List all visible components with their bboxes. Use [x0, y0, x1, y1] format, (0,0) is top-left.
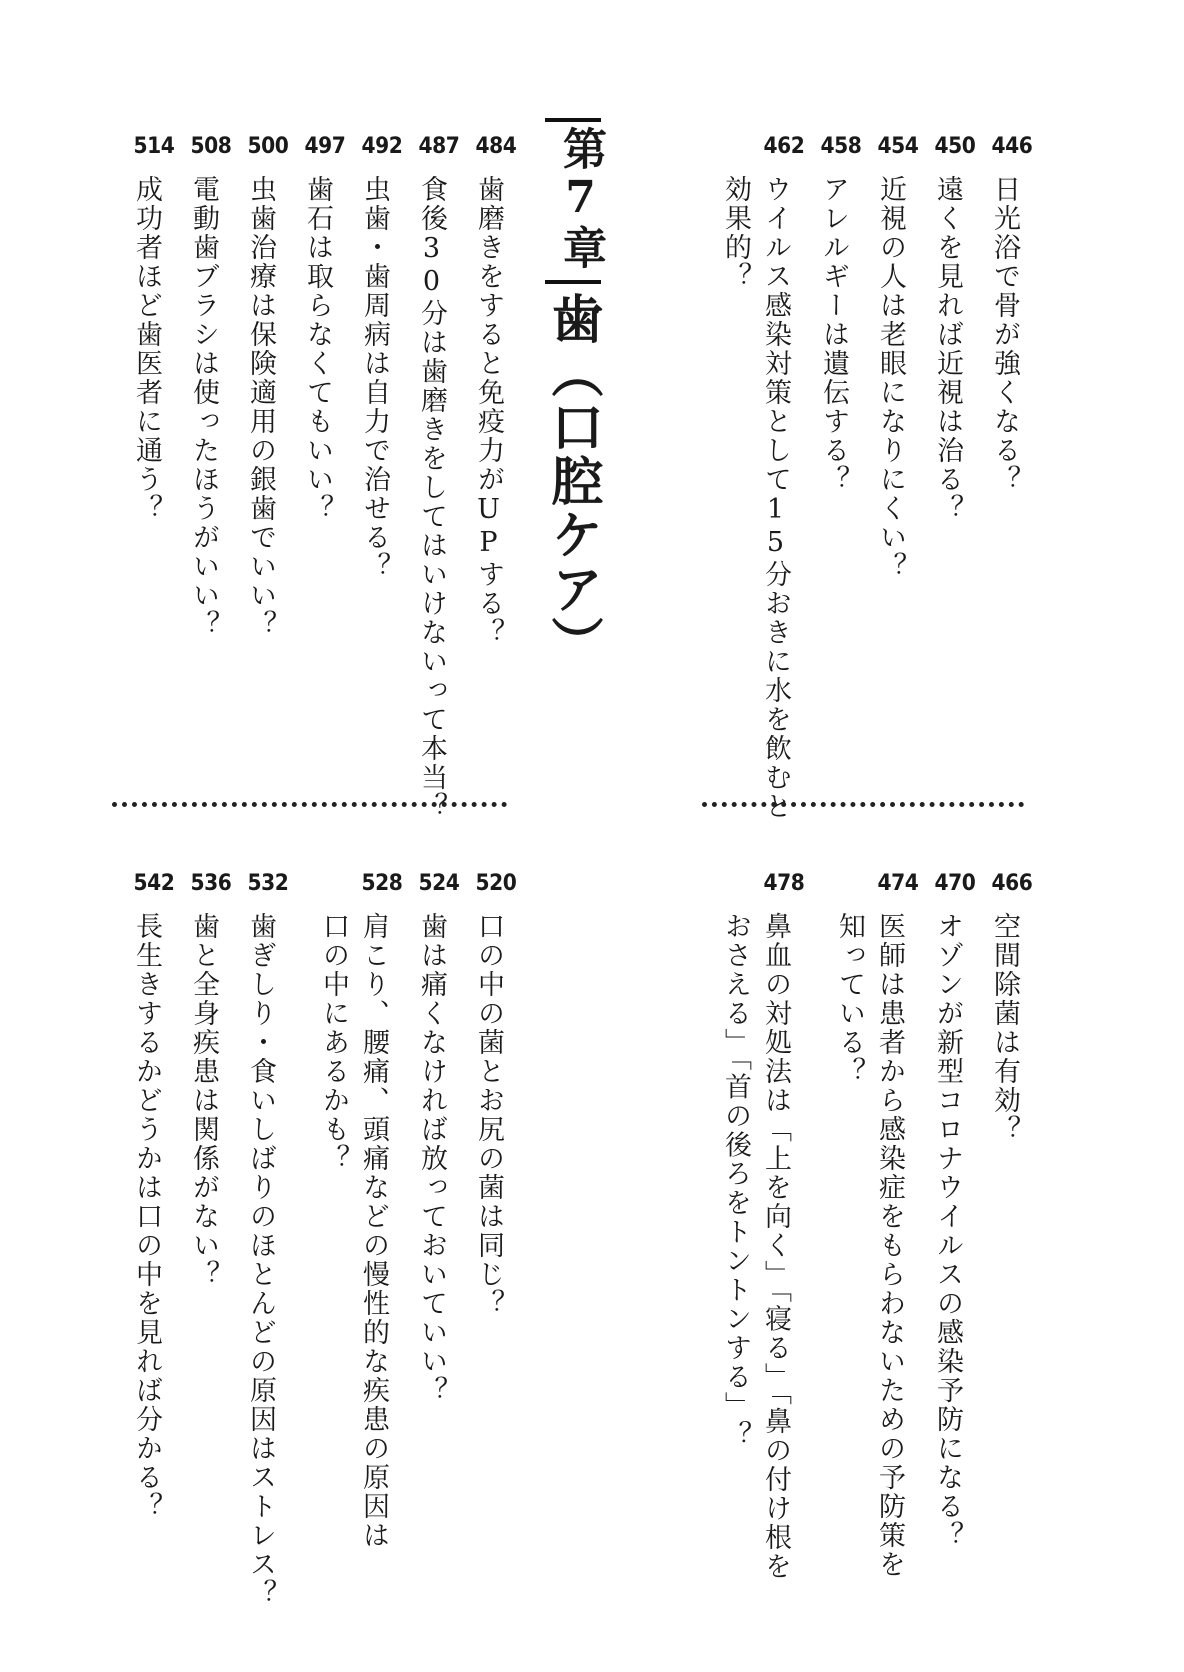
chapter-label: 第7章 — [555, 126, 606, 271]
toc-entry[interactable]: 近視の人は老眼になりにくい？ — [875, 175, 906, 581]
page-number: 450 — [934, 134, 976, 159]
toc-entry[interactable]: 空間除菌は有効？ — [989, 912, 1020, 1144]
chapter-title: 歯（口腔ケア） — [542, 292, 603, 670]
page-number: 542 — [133, 871, 175, 896]
page-number: 500 — [247, 134, 289, 159]
toc-entry[interactable]: 成功者ほど歯医者に通う？ — [131, 175, 162, 523]
toc-entry[interactable]: アレルギーは遺伝する？ — [818, 175, 849, 494]
page-number: 458 — [820, 134, 862, 159]
toc-entry[interactable]: 肩こり、腰痛、頭痛などの慢性的な疾患の原因は 口の中にあるかも？ — [318, 912, 389, 1550]
page-number: 497 — [304, 134, 346, 159]
dotted-separator — [112, 802, 507, 807]
toc-entry[interactable]: 虫歯治療は保険適用の銀歯でいい？ — [245, 175, 276, 639]
page-number: 520 — [475, 871, 517, 896]
toc-entry[interactable]: 電動歯ブラシは使ったほうがいい？ — [188, 175, 219, 639]
toc-entry[interactable]: 医師は患者から感染症をもらわないための予防策を 知っている？ — [834, 912, 905, 1579]
page-number: 487 — [418, 134, 460, 159]
toc-entry[interactable]: ウイルス感染対策として15分おきに水を飲むと 効果的？ — [720, 175, 791, 821]
page-number: 532 — [247, 871, 289, 896]
toc-entry[interactable]: 歯磨きをすると免疫力がUPする？ — [473, 175, 504, 647]
page-number: 470 — [934, 871, 976, 896]
toc-entry[interactable]: 食後30分は歯磨きをしてはいけないって本当？ — [416, 175, 447, 821]
toc-entry[interactable]: 歯と全身疾患は関係がない？ — [188, 912, 219, 1289]
page-number: 492 — [361, 134, 403, 159]
toc-entry[interactable]: 歯ぎしり・食いしばりのほとんどの原因はストレス？ — [245, 912, 276, 1608]
page-number: 514 — [133, 134, 175, 159]
page-number: 474 — [877, 871, 919, 896]
toc-entry[interactable]: 虫歯・歯周病は自力で治せる？ — [359, 175, 390, 581]
toc-entry[interactable]: 歯は痛くなければ放っておいていい？ — [416, 912, 447, 1405]
toc-entry[interactable]: 歯石は取らなくてもいい？ — [302, 175, 333, 523]
page-number: 462 — [763, 134, 805, 159]
toc-entry[interactable]: オゾンが新型コロナウイルスの感染予防になる？ — [932, 912, 963, 1550]
page-number: 536 — [190, 871, 232, 896]
page-number: 524 — [418, 871, 460, 896]
dotted-separator — [702, 802, 1024, 807]
page-number: 528 — [361, 871, 403, 896]
chapter-rule-top — [545, 118, 601, 122]
toc-entry[interactable]: 口の中の菌とお尻の菌は同じ？ — [473, 912, 504, 1318]
toc-entry[interactable]: 遠くを見れば近視は治る？ — [932, 175, 963, 523]
page-number: 446 — [991, 134, 1033, 159]
page-number: 466 — [991, 871, 1033, 896]
page-number: 508 — [190, 134, 232, 159]
toc-entry[interactable]: 日光浴で骨が強くなる？ — [989, 175, 1020, 494]
page-number: 478 — [763, 871, 805, 896]
toc-entry[interactable]: 鼻血の対処法は「上を向く」「寝る」「鼻の付け根を おさえる」「首の後ろをトントンする」？ — [720, 912, 791, 1581]
toc-entry[interactable]: 長生きするかどうかは口の中を見れば分かる？ — [131, 912, 162, 1521]
page-number: 484 — [475, 134, 517, 159]
chapter-rule-mid — [545, 280, 601, 284]
page-number: 454 — [877, 134, 919, 159]
